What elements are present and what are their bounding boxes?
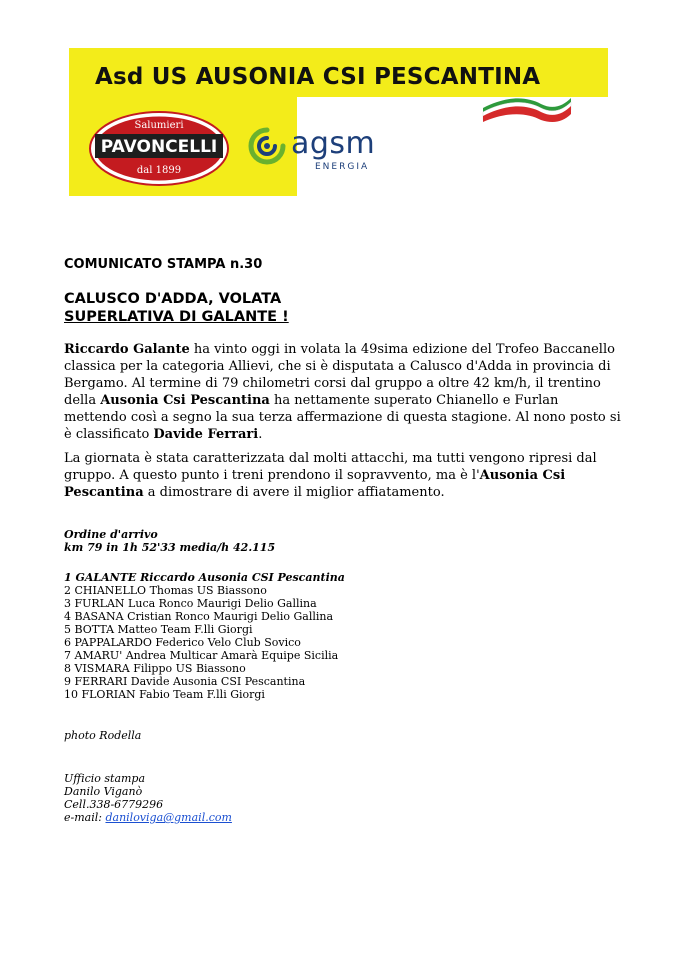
results-section: [64, 528, 464, 701]
headline-line-1: CALUSCO D'ADDA, VOLATA: [64, 291, 282, 307]
contact-block: [64, 772, 232, 824]
results-subtitle: km 79 in 1h 52'33 media/h 42.115: [64, 541, 276, 554]
header-banner: [69, 48, 608, 196]
contact-name: Danilo Viganò: [64, 785, 143, 798]
agsm-name-text: agsm: [291, 126, 376, 161]
results-list: [64, 571, 464, 701]
agsm-swirl-icon: [245, 124, 289, 168]
result-row: 3 FURLAN Luca Ronco Maurigi Delio Gallina: [64, 597, 317, 610]
headline-line-2: SUPERLATIVA DI GALANTE !: [64, 309, 289, 325]
contact-phone: Cell.338-6779296: [64, 798, 164, 811]
result-row: 2 CHIANELLO Thomas US Biassono: [64, 584, 267, 597]
rider-ferrari-bold: Davide Ferrari: [153, 427, 259, 442]
email-label: e-mail:: [64, 811, 106, 824]
contact-email-line: [64, 811, 232, 824]
paragraph-2: [64, 450, 624, 501]
pavoncelli-name-text: PAVONCELLI: [100, 137, 218, 157]
pavoncelli-top-text: Salumieri: [134, 120, 184, 131]
pavoncelli-year-text: dal 1899: [136, 165, 182, 176]
agsm-sub-text: ENERGIA: [315, 162, 370, 172]
result-row: 5 BOTTA Matteo Team F.lli Giorgi: [64, 623, 253, 636]
result-row: 10 FLORIAN Fabio Team F.lli Giorgi: [64, 688, 265, 701]
italian-flag-ribbon-icon: [481, 94, 573, 122]
press-release-number: COMUNICATO STAMPA n.30: [64, 257, 263, 272]
results-title: Ordine d'arrivo: [64, 528, 158, 541]
result-row: 7 AMARU' Andrea Multicar Amarà Equipe Sicilia: [64, 649, 339, 662]
club-title: Asd US AUSONIA CSI PESCANTINA: [95, 64, 541, 90]
photo-credit: photo Rodella: [64, 729, 142, 742]
paragraph-2-text-a: La giornata è stata caratterizzata dal molti attacchi, ma tutti vengono ripresi dal gruppo. A questo punto i treni prendono il sopravvento, ma è l': [64, 451, 597, 483]
result-row: 8 VISMARA Filippo US Biassono: [64, 662, 246, 675]
team-name-bold: Ausonia Csi Pescantina: [100, 393, 270, 408]
team-name-bold-2: Ausonia Csi Pescantina: [64, 468, 566, 500]
agsm-logo: [245, 124, 375, 174]
rider-name-bold: Riccardo Galante: [64, 342, 190, 357]
paragraph-1-text-a: ha vinto oggi in volata la 49sima edizione del Trofeo Baccanello classica per la categoria Allievi, che si è disputata a Calusco d'Adda in provincia di Bergamo. Al termine di 79 chilometri corsi dal gruppo a oltre 42 km/h, il trentino della: [64, 342, 615, 408]
result-row: 9 FERRARI Davide Ausonia CSI Pescantina: [64, 675, 306, 688]
press-office-label: Ufficio stampa: [64, 772, 146, 785]
result-row: 1 GALANTE Riccardo Ausonia CSI Pescantina: [64, 571, 345, 584]
pavoncelli-logo: [89, 111, 229, 186]
result-row: 6 PAPPALARDO Federico Velo Club Sovico: [64, 636, 301, 649]
paragraph-1-text-b: ha nettamente superato Chianello e Furlan mettendo così a segno la sua terza affermazione di questa stagione. Al nono posto si è classificato: [64, 393, 621, 442]
headline: [64, 290, 484, 326]
email-link[interactable]: daniloviga@gmail.com: [105, 811, 232, 824]
paragraph-2-text-b: a dimostrare di avere il miglior affiatamento.: [143, 485, 445, 500]
paragraph-1-text-c: .: [258, 427, 263, 442]
result-row: 4 BASANA Cristian Ronco Maurigi Delio Gallina: [64, 610, 334, 623]
paragraph-1: [64, 341, 624, 443]
